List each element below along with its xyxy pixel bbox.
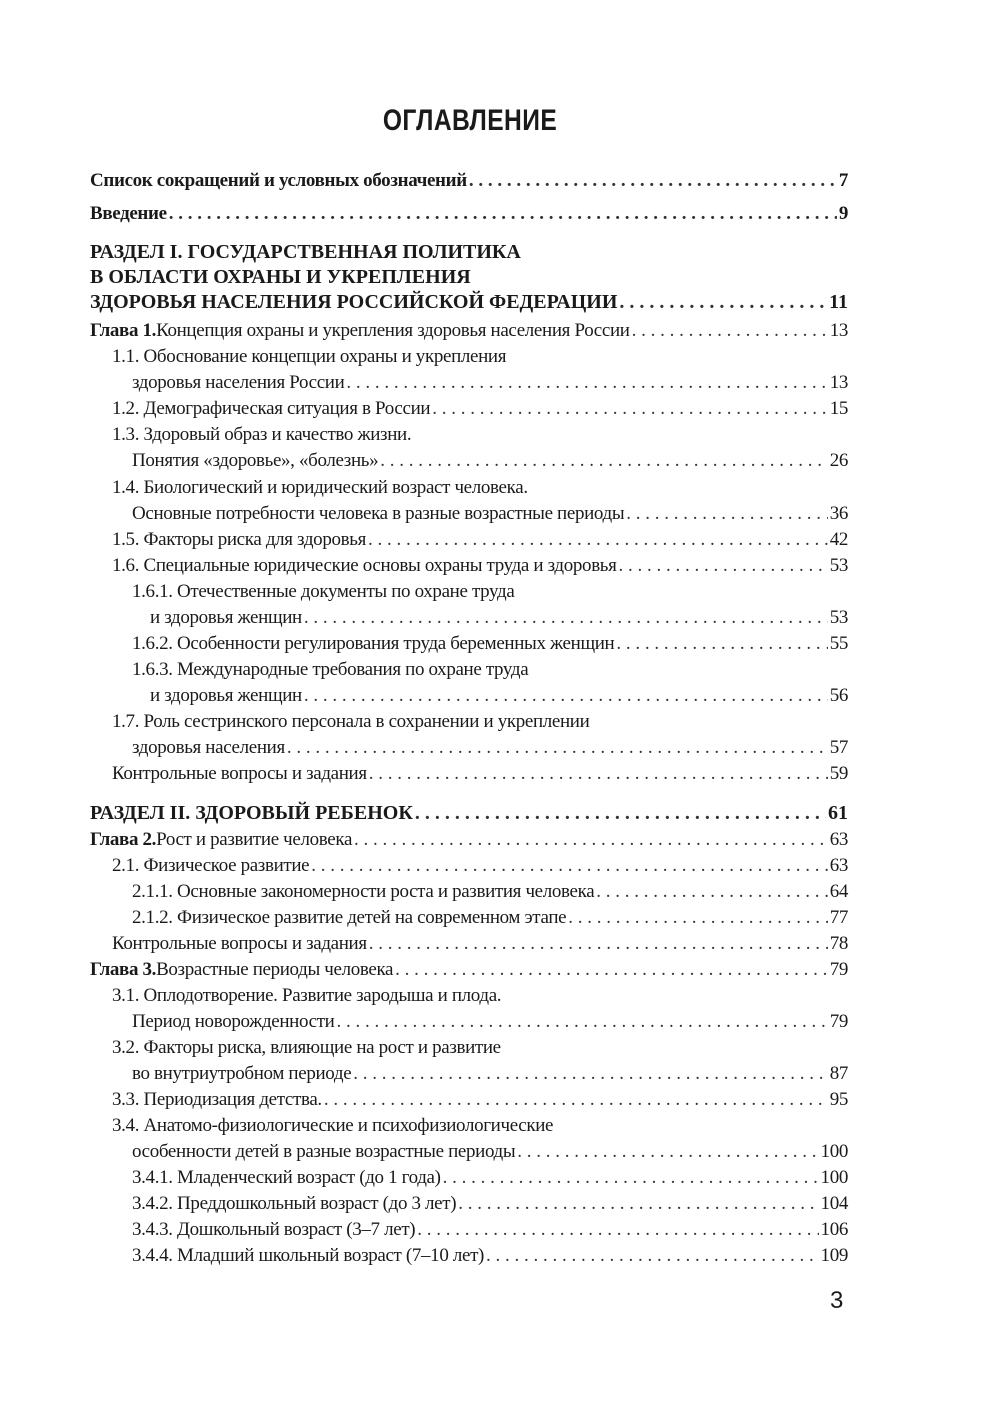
toc-entry[interactable] [132,1218,848,1242]
dot-leader [304,606,828,630]
entry-title: Основные потребности человека в разные возрастные периоды [132,503,625,524]
toc-entry-line[interactable] [90,265,848,289]
entry-title: 1.1. Обоснование концепции охраны и укрепления [112,346,507,367]
entry-page-number: 78 [829,933,848,954]
entry-title: 3.4. Анатомо-физиологические и психофизиологические [112,1115,554,1136]
toc-entry[interactable] [112,1088,848,1112]
toc-entry-line[interactable] [132,658,848,682]
entry-page-number: 13 [829,320,848,341]
toc-entry[interactable] [132,449,848,473]
dot-leader [336,1010,827,1034]
dot-leader [443,1166,819,1190]
toc-entry[interactable] [90,801,848,825]
chapter-label: Глава 1. [90,320,157,341]
entry-page-number: 64 [829,881,848,902]
toc-entry[interactable] [90,202,848,226]
entry-page-number: 95 [829,1089,848,1110]
dot-leader [380,449,827,473]
entry-page-number: 59 [829,763,848,784]
entry-title: Понятия «здоровье», «болезнь» [132,450,379,471]
toc-entry[interactable] [132,632,848,656]
toc-entry-line[interactable] [112,984,848,1008]
toc-entry-line[interactable] [112,1114,848,1138]
page-number: 3 [830,1287,844,1314]
toc-entry[interactable] [112,554,848,578]
toc-entry[interactable] [112,932,848,956]
entry-page-number: 79 [829,1011,848,1032]
toc-entry[interactable] [90,958,848,982]
toc-entry-line[interactable] [112,345,848,369]
entry-title: ЗДОРОВЬЯ НАСЕЛЕНИЯ РОССИЙСКОЙ ФЕДЕРАЦИИ [90,291,618,313]
entry-page-number: 11 [829,291,848,313]
entry-title: Контрольные вопросы и задания [112,763,367,784]
entry-title: РАЗДЕЛ II. ЗДОРОВЫЙ РЕБЕНОК [90,802,413,824]
dot-leader [311,854,827,878]
entry-title: здоровья населения России [132,372,345,393]
dot-leader [458,1192,818,1216]
entry-title: 3.4.3. Дошкольный возраст (3–7 лет) [132,1219,416,1240]
entry-title: 3.4.2. Преддошкольный возраст (до 3 лет) [132,1193,457,1214]
entry-title: и здоровья женщин [150,685,302,706]
entry-title: 3.2. Факторы риска, влияющие на рост и развитие [112,1037,501,1058]
entry-title: 1.6. Специальные юридические основы охраны труда и здоровья [112,555,617,576]
toc-entry-line[interactable] [90,240,848,264]
entry-page-number: 55 [829,633,848,654]
entry-title: Рост и развитие человека [156,829,353,850]
dot-leader [632,319,828,343]
entry-page-number: 63 [829,855,848,876]
entry-page-number: 109 [820,1245,848,1266]
dot-leader [619,554,828,578]
entry-title: Возрастные периоды человека [156,959,394,980]
dot-leader [517,1140,818,1164]
dot-leader [369,762,828,786]
entry-page-number: 13 [829,372,848,393]
entry-title: 2.1.1. Основные закономерности роста и развития человека [132,881,595,902]
entry-page-number: 87 [829,1063,848,1084]
dot-leader [568,906,827,930]
toc-entry[interactable] [112,762,848,786]
toc-entry[interactable] [132,736,848,760]
dot-leader [415,801,826,825]
entry-page-number: 61 [828,802,848,824]
entry-title: 2.1. Физическое развитие [112,855,310,876]
entry-title: во внутриутробном периоде [132,1063,352,1084]
entry-page-number: 9 [838,203,848,224]
entry-title: и здоровья женщин [150,607,302,628]
entry-page-number: 56 [829,685,848,706]
dot-leader [169,202,837,226]
chapter-label: Глава 2. [90,829,157,850]
entry-title: 1.6.3. Международные требования по охране труда [132,659,529,680]
entry-title: В ОБЛАСТИ ОХРАНЫ И УКРЕПЛЕНИЯ [90,266,471,288]
toc-entry[interactable] [112,528,848,552]
entry-title: 1.4. Биологический и юридический возраст человека. [112,477,528,498]
entry-page-number: 104 [820,1193,848,1214]
toc-entry[interactable] [132,880,848,904]
toc-entry[interactable] [132,1062,848,1086]
entry-page-number: 15 [829,398,848,419]
toc-entry-line[interactable] [112,423,848,447]
dot-leader [486,1244,819,1268]
entry-page-number: 53 [829,555,848,576]
dot-leader [346,371,827,395]
dot-leader [354,828,828,852]
toc-entry[interactable] [132,1244,848,1268]
dot-leader [432,397,827,421]
entry-title: 3.4.1. Младенческий возраст (до 1 года) [132,1167,441,1188]
entry-title: здоровья населения [132,737,285,758]
dot-leader [304,684,828,708]
entry-title: 1.3. Здоровый образ и качество жизни. [112,424,412,445]
toc-entry[interactable] [90,169,848,193]
toc-entry[interactable] [150,606,848,630]
entry-page-number: 57 [829,737,848,758]
entry-page-number: 7 [838,170,848,191]
toc-entry[interactable] [132,371,848,395]
page-title: ОГЛАВЛЕНИЕ [382,104,558,137]
toc-entry[interactable] [90,319,848,343]
entry-page-number: 53 [829,607,848,628]
toc-entry[interactable] [112,397,848,421]
dot-leader [369,932,828,956]
entry-title: 1.6.2. Особенности регулирования труда беременных женщин [132,633,615,654]
dot-leader [417,1218,818,1242]
toc-entry[interactable] [132,906,848,930]
entry-page-number: 63 [829,829,848,850]
toc-entry-line[interactable] [132,580,848,604]
dot-leader [626,502,827,526]
entry-page-number: 100 [820,1141,848,1162]
chapter-label: Глава 3. [90,959,157,980]
dot-leader [596,880,827,904]
entry-title: 1.7. Роль сестринского персонала в сохранении и укреплении [112,711,590,732]
entry-page-number: 106 [820,1219,848,1240]
toc-entry[interactable] [150,684,848,708]
entry-title: Список сокращений и условных обозначений [90,170,467,191]
dot-leader [469,169,837,193]
entry-page-number: 100 [820,1167,848,1188]
toc-entry[interactable] [132,1192,848,1216]
entry-title: 1.5. Факторы риска для здоровья [112,529,366,550]
toc-entry[interactable] [112,854,848,878]
entry-title: Контрольные вопросы и задания [112,933,367,954]
entry-page-number: 79 [829,959,848,980]
toc-entry[interactable] [132,1166,848,1190]
dot-leader [368,528,828,552]
dot-leader [324,1088,828,1112]
dot-leader [353,1062,827,1086]
entry-page-number: 36 [829,503,848,524]
toc-entry-line[interactable] [112,710,848,734]
entry-title: Период новорожденности [132,1011,335,1032]
entry-page-number: 26 [829,450,848,471]
entry-page-number: 42 [829,529,848,550]
dot-leader [287,736,828,760]
toc-entry[interactable] [132,502,848,526]
dot-leader [616,632,827,656]
entry-title: 1.6.1. Отечественные документы по охране труда [132,581,515,602]
entry-title: 3.3. Периодизация детства. [112,1089,322,1110]
entry-title: РАЗДЕЛ I. ГОСУДАРСТВЕННАЯ ПОЛИТИКА [90,241,521,263]
entry-title: Введение [90,203,167,224]
entry-title: 3.1. Оплодотворение. Развитие зародыша и плода. [112,985,502,1006]
entry-title: 1.2. Демографическая ситуация в России [112,398,431,419]
entry-page-number: 77 [829,907,848,928]
toc-entry-line[interactable] [112,1036,848,1060]
entry-title: особенности детей в разные возрастные периоды [132,1141,516,1162]
entry-title: Концепция охраны и укрепления здоровья населения России [156,320,630,341]
toc-entry[interactable] [90,290,848,314]
toc-entry[interactable] [90,828,848,852]
toc-entry[interactable] [132,1010,848,1034]
entry-title: 3.4.4. Младший школьный возраст (7–10 лет) [132,1245,485,1266]
toc-entry-line[interactable] [112,476,848,500]
dot-leader [619,290,827,314]
toc-entry[interactable] [132,1140,848,1164]
dot-leader [395,958,828,982]
entry-title: 2.1.2. Физическое развитие детей на современном этапе [132,907,567,928]
